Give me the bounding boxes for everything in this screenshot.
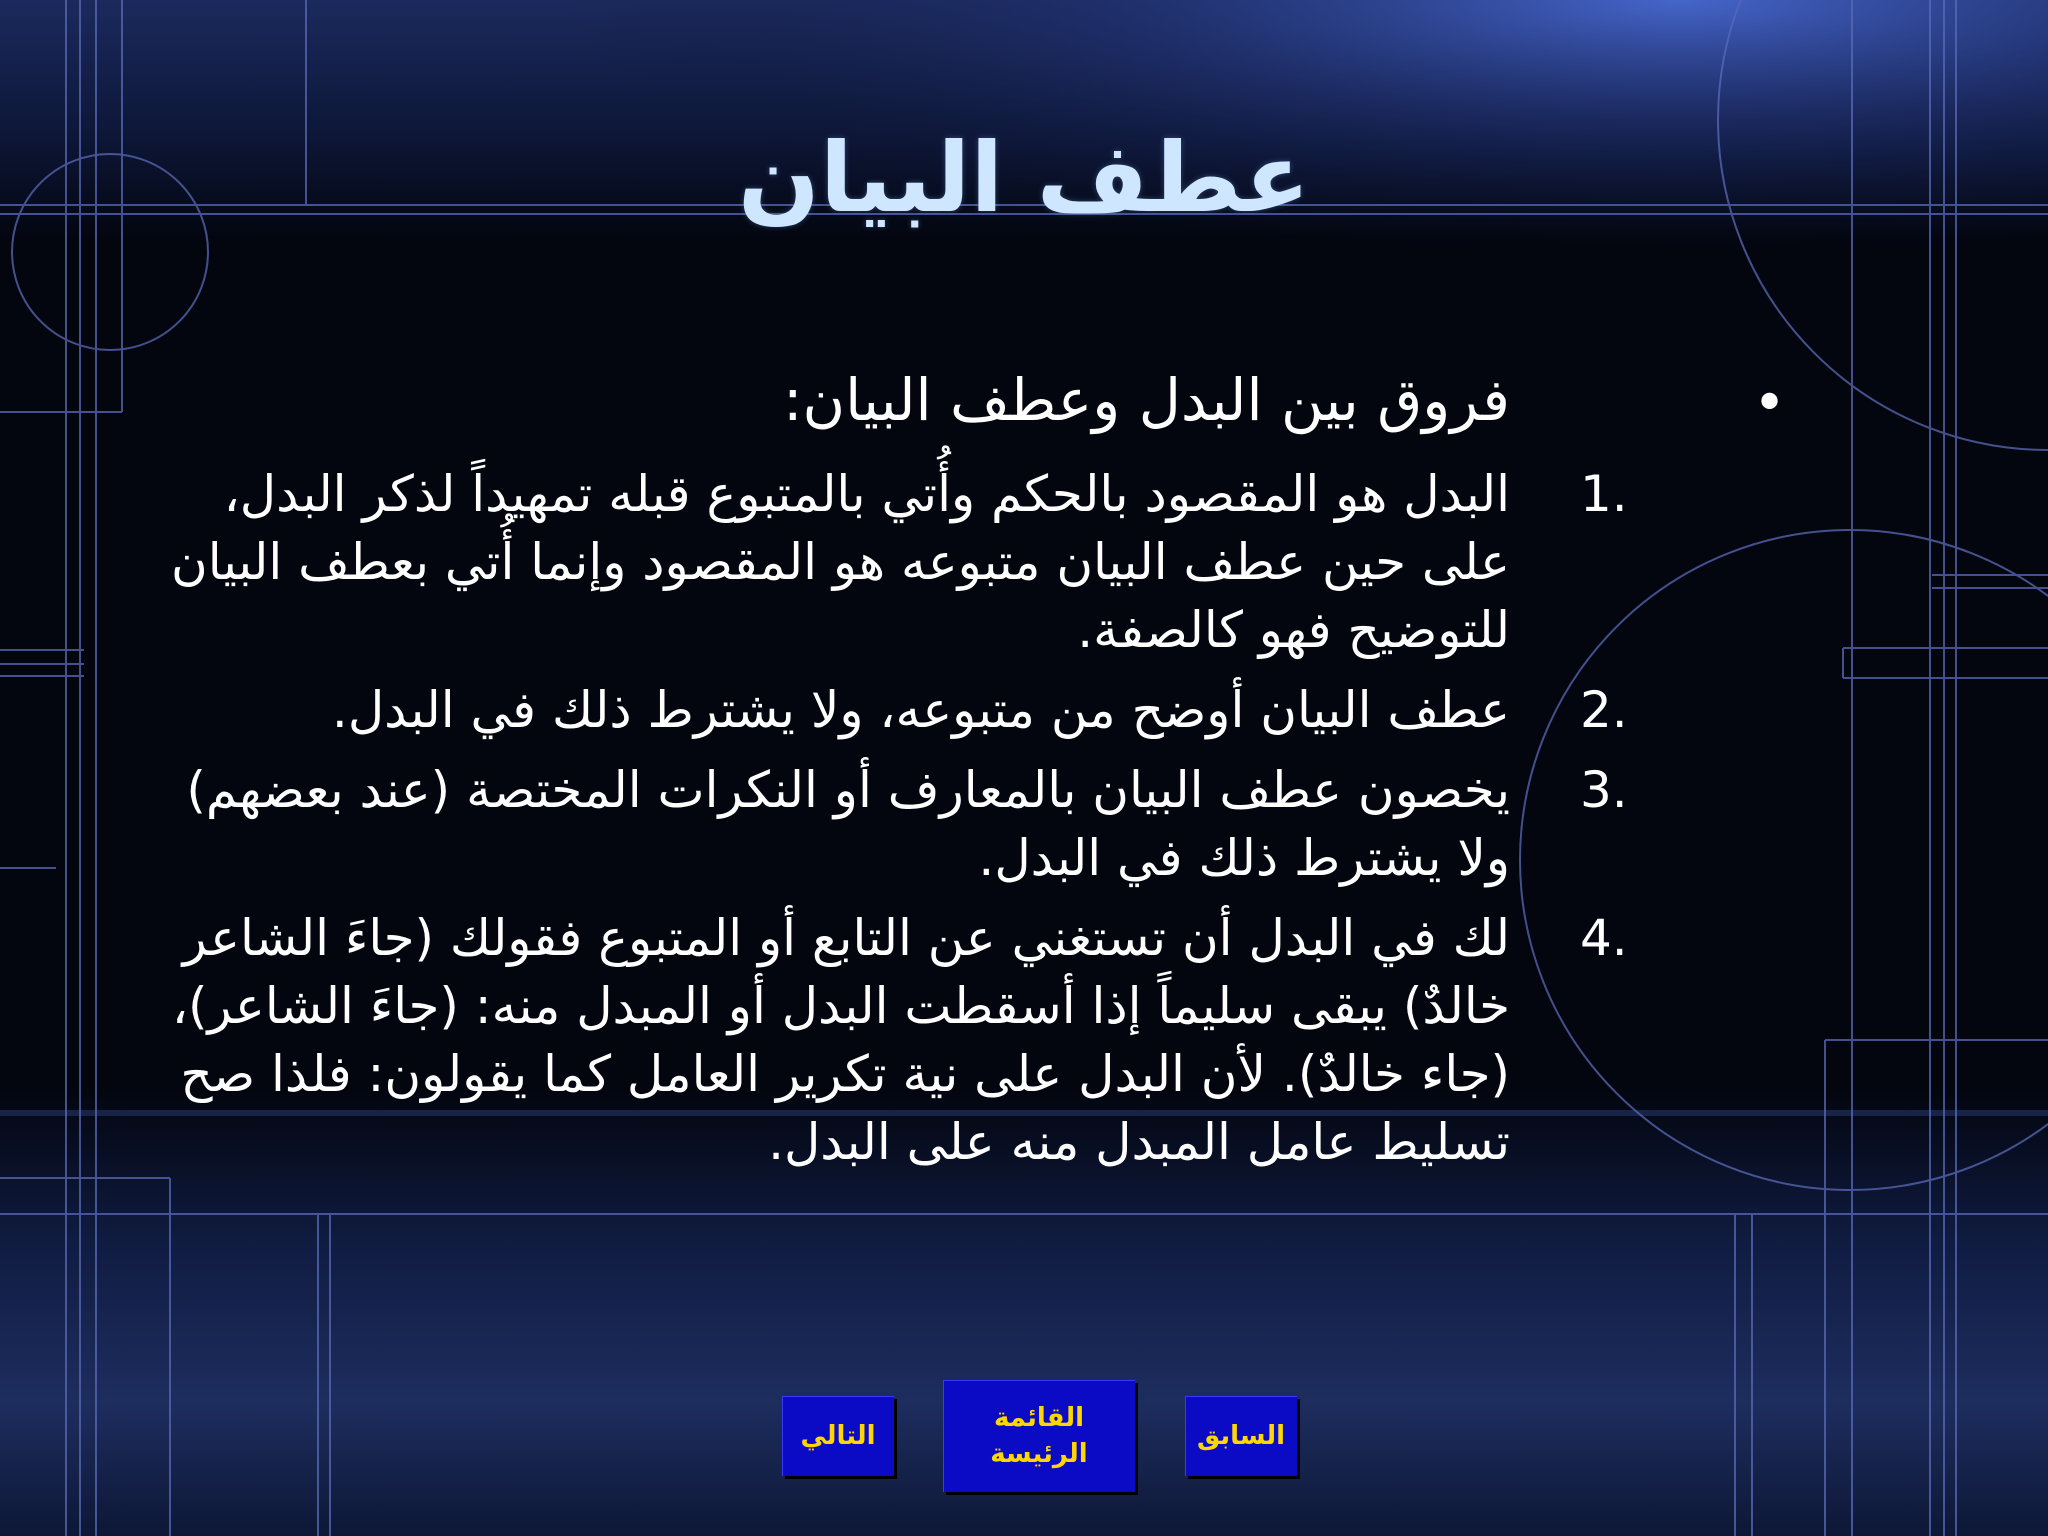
list-item-number: 4. [1580,909,1628,967]
slide-content [150,360,1790,1188]
bullet-heading [150,360,1790,448]
main-menu-button[interactable]: القائمة الرئيسة [943,1380,1135,1492]
bullet-dot-icon: • [1752,371,1786,436]
list-item [150,460,1790,664]
previous-button[interactable]: السابق [1185,1396,1297,1476]
list-item-text: عطف البيان أوضح من متبوعه، ولا يشترط ذلك في البدل. [331,681,1510,739]
list-item-text: البدل هو المقصود بالحكم وأُتي بالمتبوع قبله تمهيداً لذكر البدل، على حين عطف البيان متبوعه هو المقصود وإنما أُتي بعطف البيان للتوضيح فهو كالصفة. [171,465,1510,659]
numbered-list [150,460,1790,1176]
slide-title: عطف البيان [737,122,1311,234]
bullet-heading-text: فروق بين البدل وعطف البيان: [783,366,1510,434]
list-item [150,904,1790,1176]
list-item-text: لك في البدل أن تستغني عن التابع أو المتبوع فقولك (جاءَ الشاعر خالدٌ) يبقى سليماً إذا أسقطت البدل أو المبدل منه: (جاءَ الشاعر)، (جاء خالدٌ). لأن البدل على نية تكرير العامل كما يقولون: فلذا صح تسليط عامل المبدل منه على البدل. [171,909,1510,1171]
list-item-text: يخصون عطف البيان بالمعارف أو النكرات المختصة (عند بعضهم) ولا يشترط ذلك في البدل. [186,761,1510,887]
list-item [150,756,1790,892]
list-item-number: 2. [1580,681,1628,739]
list-item-number: 1. [1580,465,1628,523]
list-item [150,676,1790,744]
list-item-number: 3. [1580,761,1628,819]
next-button[interactable]: التالي [782,1396,894,1476]
